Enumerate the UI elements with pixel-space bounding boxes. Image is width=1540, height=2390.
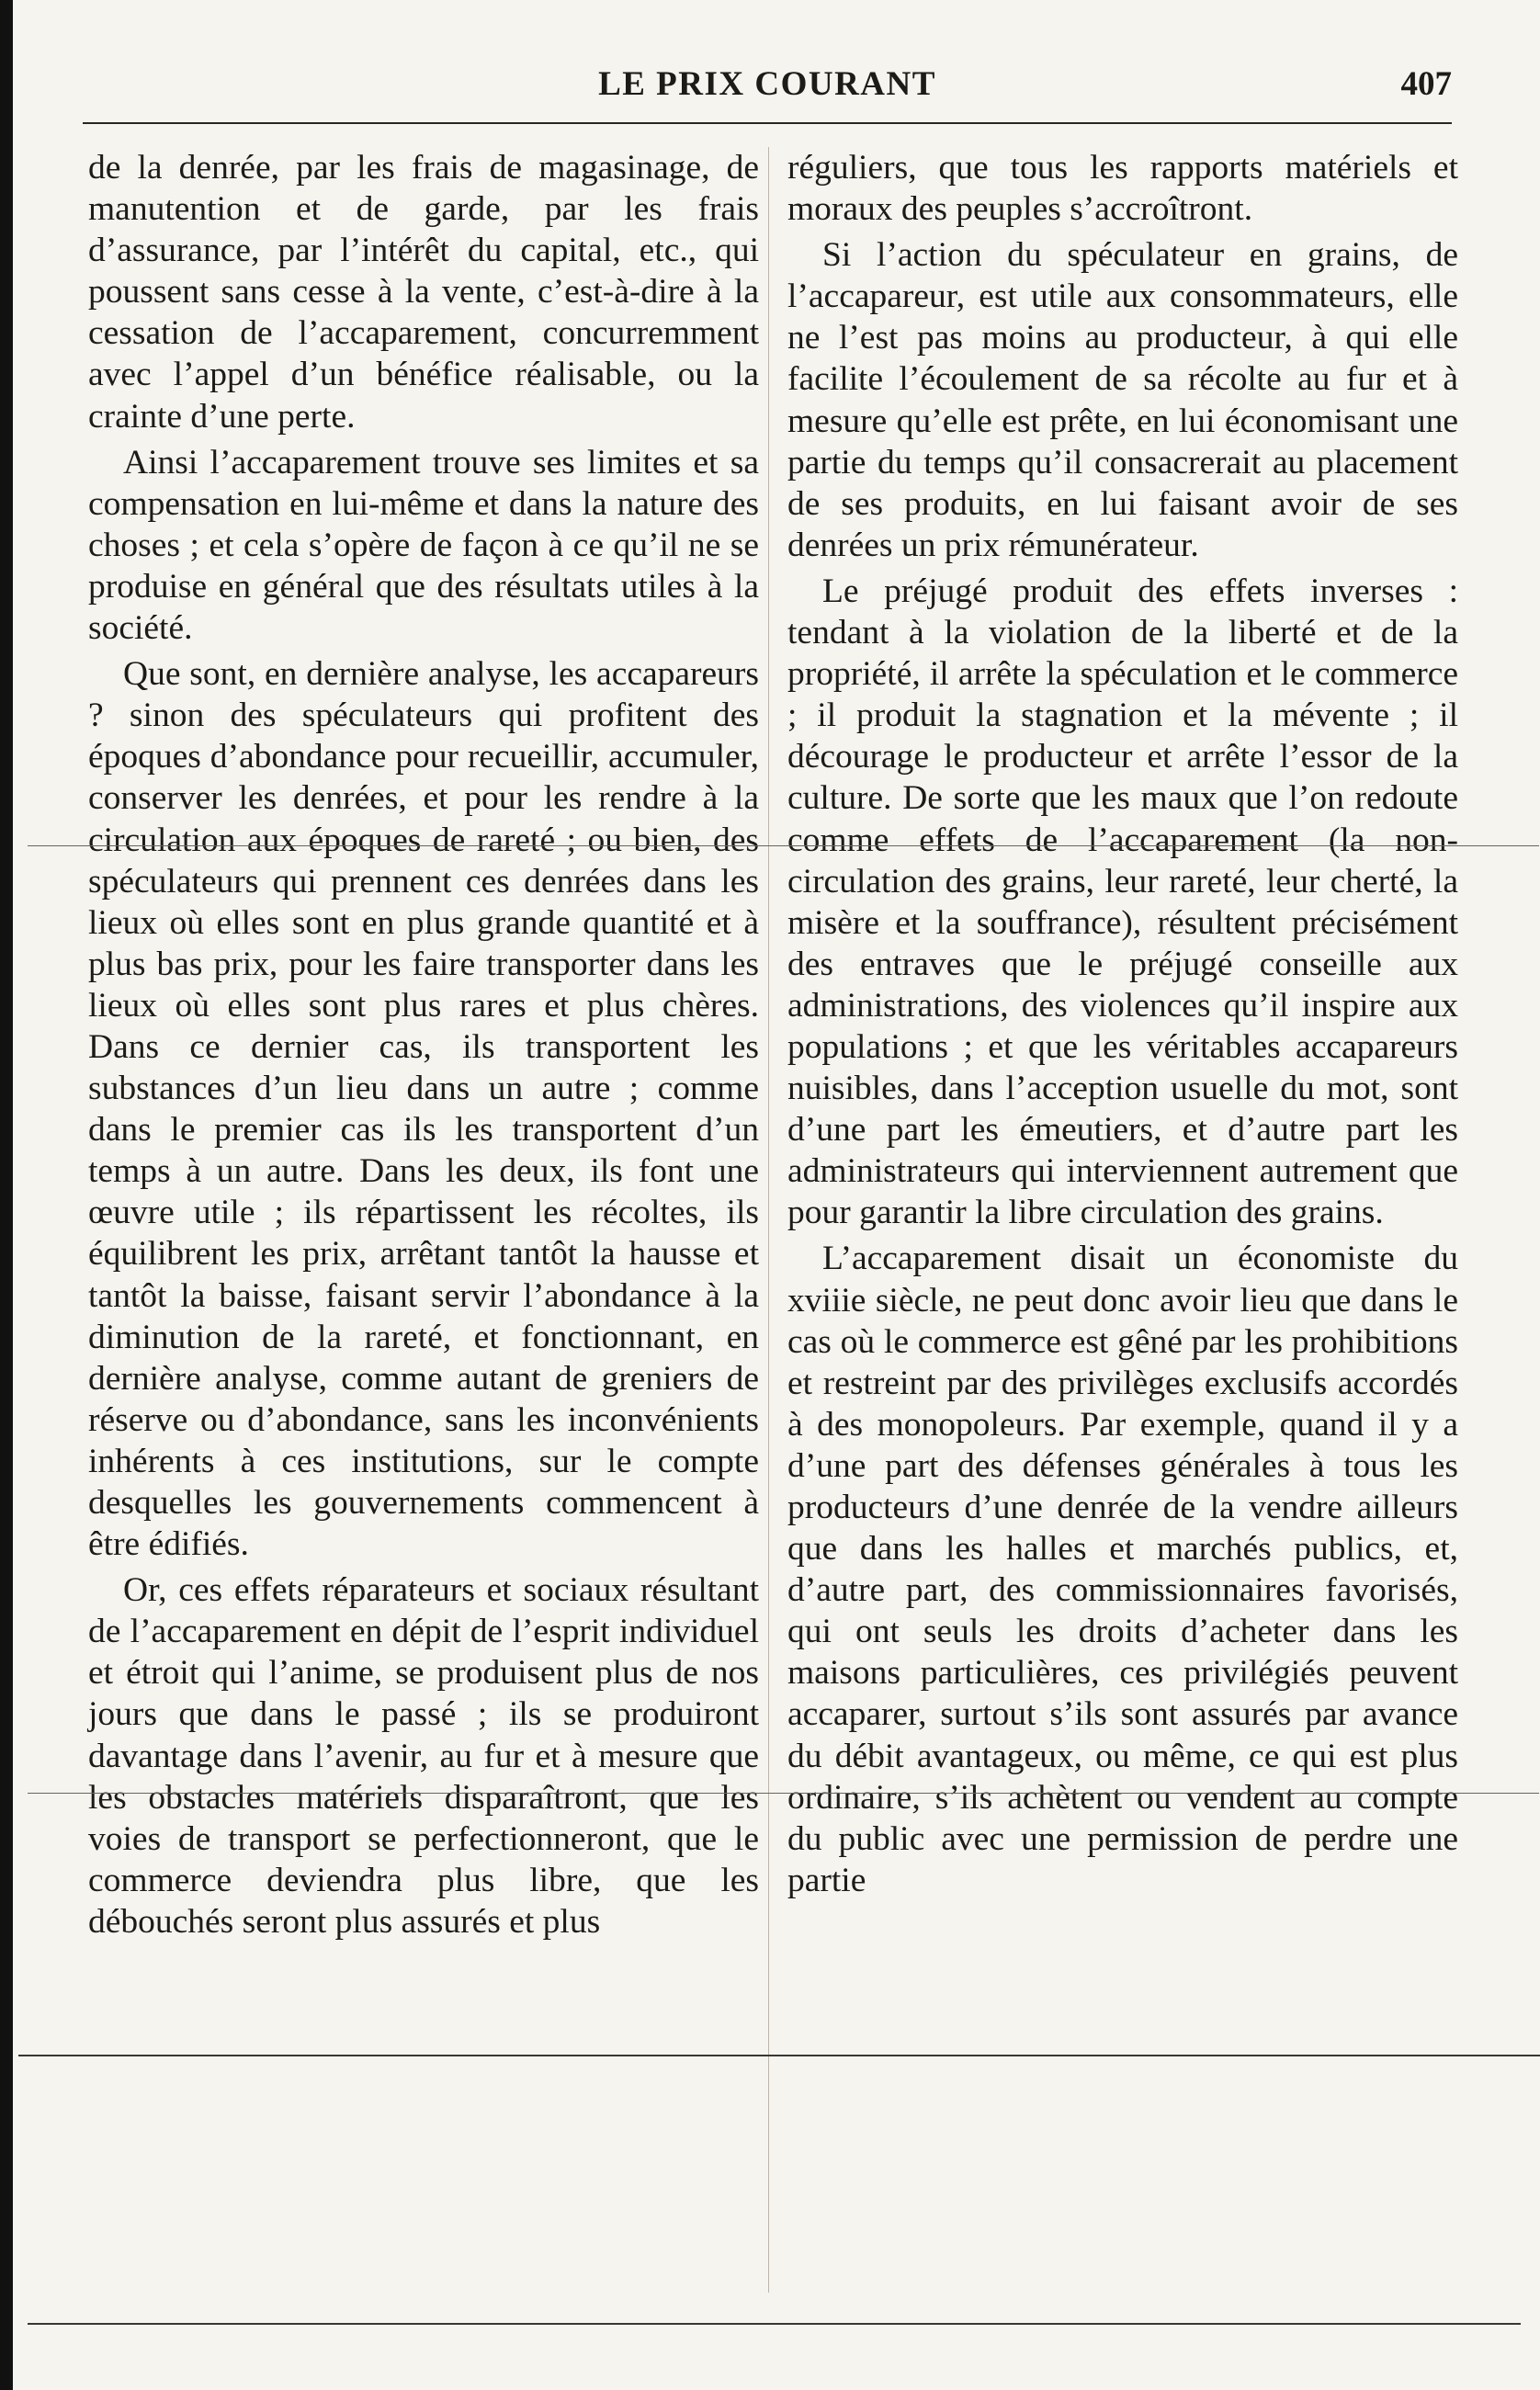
page-header [83,57,1452,112]
scan-crease-line [28,1793,1539,1794]
left-column [88,147,759,1947]
paragraph: de la denrée, par les frais de magasinage, de manutention et de garde, par les frais d’assurance, par l’intérêt du capital, etc., qui poussent sans cesse à la vente, c’est-à-dire à la cessation de l’accaparement, concurremment avec l’appel d’un bénéfice réalisable, ou la crainte d’une perte. [88,149,759,436]
paragraph: Que sont, en dernière analyse, les accapareurs ? sinon des spéculateurs qui profitent des époques d’abondance pour recueillir, accumuler, conserver les denrées, et pour les rendre à la circulation aux époques de rareté ; ou bien, des spéculateurs qui prennent ces denrées dans les lieux où elles sont en plus grande quantité et à plus bas prix, pour les faire transporter dans les lieux où elles sont plus rares et plus chères. Dans ce dernier cas, ils transportent les substances d’un lieu dans un autre ; comme dans le premier cas ils les transportent d’un temps à un autre. Dans les deux, ils font une œuvre utile ; ils répartissent les récoltes, ils équilibrent les prix, arrêtant tantôt la hausse et tantôt la baisse, faisant servir l’abondance à la diminution de la rareté, et fonctionnant, en dernière analyse, comme autant de greniers de réserve ou d’abondance, sans les inconvénients inhérents à ces institutions, sur le compte desquelles les gouvernements commencent à être édifiés. [88,655,759,1564]
page-number: 407 [1400,65,1452,103]
paragraph: réguliers, que tous les rapports matériels et moraux des peuples s’accroîtront. [787,149,1458,229]
paragraph: Le préjugé produit des effets inverses : tendant à la violation de la liberté et de la propriété, il arrête la spéculation et le commerce ; il produit la stagnation et la mévente ; il décourage le producteur et arrête l’essor de la culture. De sorte que les maux que l’on redoute comme effets de l’accaparement (la non-circulation des grains, leur rareté, leur cherté, la misère et la souffrance), résultent précisément des entraves que le préjugé conseille aux administrations, des violences qu’il inspire aux populations ; et que les véritables accapareurs nuisibles, dans l’acception usuelle du mot, sont d’une part les émeutiers, et d’autre part les administrateurs qui interviennent autrement que pour garantir la libre circulation des grains. [787,572,1458,1232]
binding-edge [0,0,13,2390]
paragraph: Ainsi l’accaparement trouve ses limites et sa compensation en lui-même et dans la nature des choses ; et cela s’opère de façon à ce qu’il ne se produise en général que des résultats utiles à la société. [88,443,759,648]
footer-rule [28,2323,1521,2325]
scan-crease-line [28,845,1539,846]
scan-crease-line [18,2055,1540,2056]
column-divider [768,147,769,2293]
paragraph: Or, ces effets réparateurs et sociaux résultant de l’accaparement en dépit de l’esprit individuel et étroit qui l’anime, se produisent plus de nos jours que dans le passé ; ils se produiront davantage dans l’avenir, au fur et à mesure que les obstacles matériels disparaîtront, que les voies de transport se perfectionneront, que le commerce deviendra plus libre, que les débouchés seront plus assurés et plus [88,1571,759,1941]
paragraph: Si l’action du spéculateur en grains, de l’accapareur, est utile aux consommateurs, elle ne l’est pas moins au producteur, à qui elle facilite l’écoulement de sa récolte au fur et à mesure qu’elle est prête, en lui économisant une partie du temps qu’il consacrerait au placement de ses produits, en lui faisant avoir de ses denrées un prix rémunérateur. [787,236,1458,564]
header-rule [83,122,1452,124]
paragraph: L’accaparement disait un économiste du xviiie siècle, ne peut donc avoir lieu que dans le cas où le commerce est gêné par les prohibitions et restreint par des privilèges exclusifs accordés à des monopoleurs. Par exemple, quand il y a d’une part des défenses générales à tous les producteurs d’une denrée de la vendre ailleurs que dans les halles et marchés publics, et, d’autre part, des commissionnaires favorisés, qui ont seuls les droits d’acheter dans les maisons particulières, ces privilégiés peuvent accaparer, surtout s’ils sont assurés par avance du débit avantageux, ou même, ce qui est plus ordinaire, s’ils achètent ou vendent au compte du public avec une permission de perdre une partie [787,1240,1458,1899]
right-column [787,147,1458,1906]
running-title: LE PRIX COURANT [598,65,936,103]
